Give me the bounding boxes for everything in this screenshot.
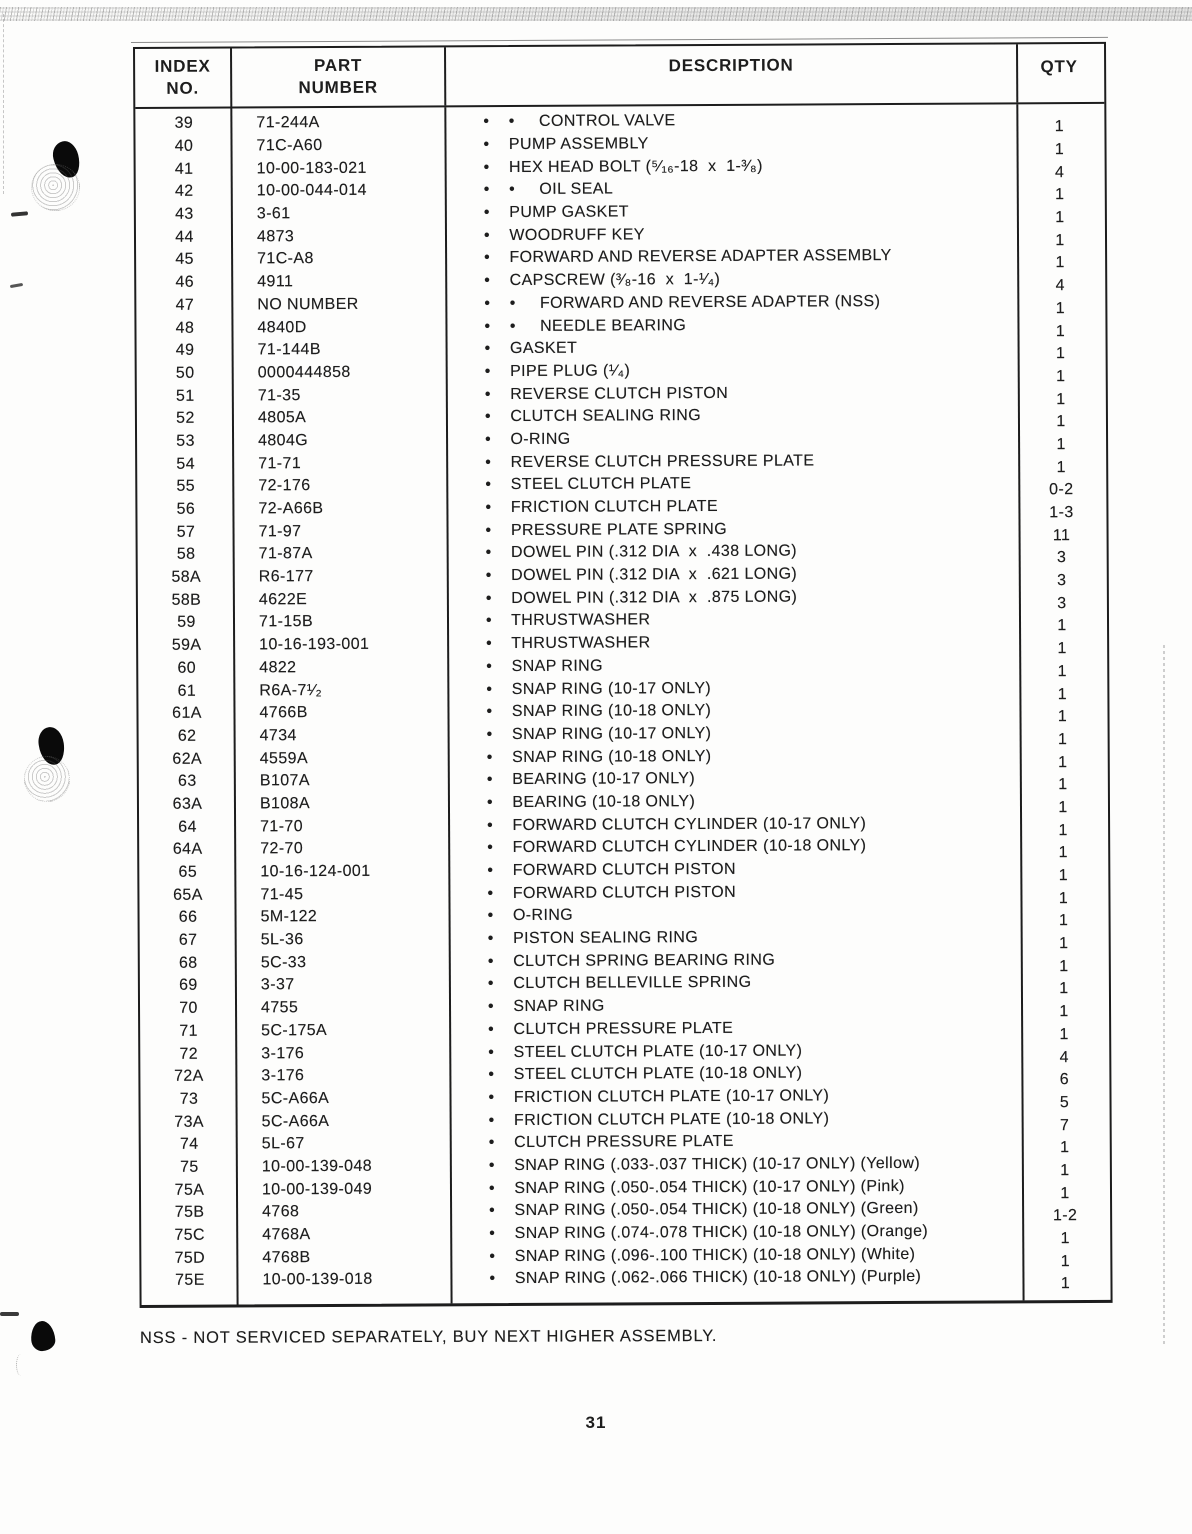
cell-qty: 1-3 bbox=[1049, 504, 1074, 522]
pen-dash-artifact bbox=[10, 283, 23, 288]
cell-part: 71-35 bbox=[257, 386, 301, 404]
smudge-halo-artifact bbox=[24, 756, 70, 802]
cell-desc: • SNAP RING (10-18 ONLY) bbox=[486, 747, 712, 766]
cell-qty: 0-2 bbox=[1049, 481, 1074, 499]
cell-desc: • WOODRUFF KEY bbox=[483, 226, 645, 244]
cell-qty: 1 bbox=[1059, 957, 1069, 975]
cell-index: 64 bbox=[178, 818, 197, 836]
cell-part: R6A-7¹⁄₂ bbox=[259, 681, 323, 699]
cell-qty: 1-2 bbox=[1052, 1207, 1078, 1225]
cell-desc: • SNAP RING (.033-.037 THICK) (10-17 ONLY) (Yellow) bbox=[488, 1154, 921, 1175]
cell-desc: • DOWEL PIN (.312 DIA x .875 LONG) bbox=[485, 588, 798, 607]
cell-part: 4622E bbox=[258, 590, 308, 609]
cell-part: 3-61 bbox=[256, 205, 291, 223]
cell-part: 4840D bbox=[257, 318, 307, 336]
cell-index: 63A bbox=[172, 795, 203, 813]
cell-desc: • O-RING bbox=[487, 907, 574, 925]
cell-qty: 1 bbox=[1055, 231, 1065, 249]
header-part-line1: PART bbox=[313, 55, 363, 76]
cell-part: 10-16-124-001 bbox=[260, 862, 371, 881]
cell-desc: • HEX HEAD BOLT (⁵⁄₁₆-18 x 1-³⁄₈) bbox=[483, 157, 763, 176]
cell-desc: • FORWARD CLUTCH PISTON bbox=[487, 883, 737, 902]
cell-qty: 1 bbox=[1056, 413, 1066, 431]
cell-desc: • THRUSTWASHER bbox=[486, 634, 651, 653]
cell-index: 51 bbox=[175, 387, 195, 405]
cell-desc: • FORWARD CLUTCH CYLINDER (10-18 ONLY) bbox=[487, 837, 867, 857]
cell-index: 62A bbox=[172, 750, 203, 768]
header-part-number bbox=[232, 47, 446, 106]
cell-qty: 1 bbox=[1058, 799, 1068, 817]
ink-smudge-artifact bbox=[30, 1320, 56, 1352]
cell-desc: • CLUTCH PRESSURE PLATE bbox=[488, 1133, 734, 1152]
cell-desc: • SNAP RING bbox=[486, 657, 604, 676]
cell-qty: 4 bbox=[1059, 1048, 1070, 1066]
cell-index: 54 bbox=[176, 455, 196, 473]
cell-part: 5C-A66A bbox=[261, 1089, 330, 1108]
cell-part: 4873 bbox=[256, 227, 295, 246]
cell-index: 59 bbox=[177, 614, 196, 632]
cell-desc: • SNAP RING (.050-.054 THICK) (10-18 ONLY) (Green) bbox=[489, 1200, 919, 1220]
cell-qty: 4 bbox=[1055, 277, 1065, 295]
cell-part: 4766B bbox=[259, 704, 308, 722]
cell-part: 71C-A8 bbox=[257, 250, 314, 268]
cell-part: 5M-122 bbox=[260, 908, 318, 926]
cell-part: 71-15B bbox=[258, 613, 314, 631]
cell-part: 71-144B bbox=[257, 341, 321, 359]
header-description-label: DESCRIPTION bbox=[668, 55, 794, 76]
cell-desc: • SNAP RING (.050-.054 THICK) (10-17 ONLY) (Pink) bbox=[488, 1177, 905, 1197]
cell-qty: 3 bbox=[1057, 572, 1067, 590]
cell-index: 75 bbox=[180, 1158, 199, 1176]
cell-part: 5C-A66A bbox=[261, 1112, 330, 1130]
header-index-line1: INDEX bbox=[154, 56, 211, 76]
cell-qty: 1 bbox=[1055, 299, 1066, 318]
cell-desc: • REVERSE CLUTCH PRESSURE PLATE bbox=[485, 452, 815, 471]
cell-desc: • FRICTION CLUTCH PLATE (10-17 ONLY) bbox=[488, 1087, 830, 1107]
cell-desc: • CLUTCH SPRING BEARING RING bbox=[487, 951, 776, 970]
cell-qty: 1 bbox=[1060, 1184, 1070, 1202]
cell-desc: • O-RING bbox=[485, 430, 571, 449]
cell-desc: • • FORWARD AND REVERSE ADAPTER (NSS) bbox=[484, 292, 881, 313]
cell-qty: 1 bbox=[1058, 867, 1069, 885]
header-description bbox=[446, 44, 1018, 105]
cell-index: 64A bbox=[172, 840, 203, 859]
cell-desc: • FORWARD CLUTCH PISTON bbox=[487, 860, 736, 880]
cell-index: 60 bbox=[177, 659, 197, 677]
cell-index: 75B bbox=[174, 1203, 205, 1222]
cell-index: 74 bbox=[179, 1135, 199, 1154]
cell-part: 3-176 bbox=[261, 1067, 305, 1085]
cell-part: 71-71 bbox=[258, 454, 302, 473]
cell-index: 58A bbox=[171, 568, 202, 586]
cell-qty: 1 bbox=[1060, 1139, 1070, 1157]
cell-index: 69 bbox=[179, 977, 198, 995]
cell-desc: • • OIL SEAL bbox=[483, 180, 614, 199]
header-part-line2: NUMBER bbox=[298, 77, 378, 98]
cell-desc: • PUMP GASKET bbox=[483, 203, 629, 222]
cell-part: 4768B bbox=[262, 1248, 311, 1267]
cell-index: 41 bbox=[174, 160, 194, 178]
cell-part: B108A bbox=[259, 795, 311, 813]
cell-index: 75A bbox=[174, 1181, 205, 1199]
cell-index: 70 bbox=[179, 999, 198, 1017]
cell-part: 4822 bbox=[259, 658, 297, 677]
parts-table-body bbox=[135, 104, 1110, 1305]
cell-desc: • SNAP RING (10-17 ONLY) bbox=[486, 679, 712, 698]
cell-part: 4805A bbox=[257, 409, 307, 427]
cell-qty: 1 bbox=[1056, 390, 1066, 408]
cell-desc: • BEARING (10-18 ONLY) bbox=[486, 793, 696, 812]
cell-qty: 1 bbox=[1058, 844, 1068, 862]
cell-index: 65A bbox=[173, 886, 203, 904]
cell-index: 53 bbox=[176, 432, 195, 450]
cell-desc: • STEEL CLUTCH PLATE (10-17 ONLY) bbox=[488, 1042, 803, 1061]
cell-qty: 1 bbox=[1056, 458, 1066, 476]
cell-qty: 1 bbox=[1060, 1275, 1071, 1293]
cell-qty: 4 bbox=[1054, 163, 1065, 181]
scan-noise-band bbox=[0, 7, 1192, 21]
cell-index: 52 bbox=[176, 409, 195, 428]
cell-qty: 6 bbox=[1059, 1071, 1070, 1089]
cell-qty: 1 bbox=[1057, 731, 1068, 749]
cell-qty: 1 bbox=[1055, 345, 1066, 363]
cell-qty: 1 bbox=[1055, 186, 1065, 204]
cell-part: 10-00-139-048 bbox=[261, 1157, 373, 1176]
cell-index: 44 bbox=[175, 228, 194, 246]
cell-part: 5L-36 bbox=[260, 931, 304, 949]
cell-part: 71-244A bbox=[256, 114, 320, 132]
cell-part: 4804G bbox=[258, 432, 309, 450]
cell-part: 10-00-139-049 bbox=[261, 1180, 373, 1198]
cell-desc: • • NEEDLE BEARING bbox=[484, 316, 687, 335]
header-qty bbox=[1018, 44, 1100, 102]
cell-desc: • CAPSCREW (³⁄₈-16 x 1-¹⁄₄) bbox=[484, 271, 721, 290]
cell-desc: • DOWEL PIN (.312 DIA x .621 LONG) bbox=[485, 565, 798, 585]
cell-index: 71 bbox=[179, 1022, 198, 1040]
cell-desc: • FRICTION CLUTCH PLATE bbox=[485, 497, 719, 517]
cell-qty: 1 bbox=[1056, 368, 1066, 386]
cell-qty: 1 bbox=[1058, 776, 1068, 794]
cell-index: 49 bbox=[175, 341, 195, 359]
cell-desc: • STEEL CLUTCH PLATE bbox=[485, 475, 692, 494]
cell-qty: 1 bbox=[1059, 1025, 1069, 1044]
cell-index: 73 bbox=[179, 1090, 199, 1108]
cell-part: 71-45 bbox=[260, 885, 304, 904]
cell-desc: • FORWARD CLUTCH CYLINDER (10-17 ONLY) bbox=[487, 814, 867, 834]
cell-desc: • SNAP RING bbox=[487, 997, 605, 1016]
cell-index: 68 bbox=[178, 954, 198, 972]
cell-index: 62 bbox=[177, 727, 197, 745]
cell-desc: • REVERSE CLUTCH PISTON bbox=[484, 384, 729, 403]
cell-part: NO NUMBER bbox=[257, 295, 359, 314]
smudge-halo-artifact bbox=[31, 164, 80, 211]
cell-desc: • PISTON SEALING RING bbox=[487, 929, 699, 948]
cell-qty: 1 bbox=[1058, 821, 1068, 839]
pen-dash-artifact bbox=[0, 1312, 19, 1316]
cell-index: 66 bbox=[178, 909, 198, 927]
cell-qty: 1 bbox=[1057, 640, 1067, 658]
cell-index: 65 bbox=[178, 863, 198, 881]
cell-index: 72A bbox=[174, 1067, 204, 1086]
cell-qty: 7 bbox=[1059, 1116, 1070, 1134]
pen-dash-artifact bbox=[11, 211, 28, 216]
cell-index: 75D bbox=[174, 1249, 206, 1267]
cell-qty: 1 bbox=[1056, 436, 1066, 454]
cell-qty: 1 bbox=[1058, 889, 1069, 907]
footnote: NSS - NOT SERVICED SEPARATELY, BUY NEXT HIGHER ASSEMBLY. bbox=[139, 1326, 718, 1348]
cell-part: 10-00-044-014 bbox=[256, 182, 367, 200]
cell-qty: 11 bbox=[1052, 526, 1071, 544]
cell-desc: • SNAP RING (.074-.078 THICK) (10-18 ONLY) (Orange) bbox=[489, 1222, 929, 1243]
cell-part: 10-00-183-021 bbox=[256, 159, 367, 178]
cell-qty: 1 bbox=[1059, 935, 1069, 953]
cell-desc: • PIPE PLUG (¹⁄₄) bbox=[484, 362, 631, 381]
cell-desc: • SNAP RING (10-18 ONLY) bbox=[486, 702, 712, 721]
parts-table bbox=[133, 42, 1113, 1308]
faint-mark-artifact bbox=[16, 1354, 26, 1376]
cell-desc: • CLUTCH PRESSURE PLATE bbox=[488, 1019, 734, 1038]
cell-part: 0000444858 bbox=[257, 363, 351, 382]
cell-part: 4768 bbox=[262, 1203, 300, 1221]
cell-index: 55 bbox=[176, 478, 196, 496]
cell-desc: • SNAP RING (10-17 ONLY) bbox=[486, 724, 712, 744]
cell-part: 4734 bbox=[259, 727, 297, 745]
cell-index: 40 bbox=[174, 137, 194, 155]
header-index-no bbox=[135, 48, 232, 107]
cell-index: 48 bbox=[175, 319, 195, 337]
cell-qty: 1 bbox=[1060, 1162, 1070, 1180]
cell-qty: 3 bbox=[1057, 594, 1067, 612]
cell-part: 4755 bbox=[260, 999, 299, 1017]
cell-part: 72-A66B bbox=[258, 500, 324, 518]
cell-index: 43 bbox=[175, 205, 194, 223]
cell-desc: • BEARING (10-17 ONLY) bbox=[486, 770, 696, 789]
cell-part: 10-16-193-001 bbox=[259, 635, 370, 654]
cell-index: 59A bbox=[171, 636, 202, 654]
header-index-line2: NO. bbox=[166, 78, 200, 98]
cell-qty: 1 bbox=[1058, 912, 1069, 930]
cell-part: 10-00-139-018 bbox=[262, 1271, 373, 1289]
parts-table-header bbox=[135, 44, 1104, 109]
cell-desc: • FORWARD AND REVERSE ADAPTER ASSEMBLY bbox=[484, 247, 892, 267]
cell-qty: 1 bbox=[1059, 1003, 1069, 1021]
cell-part: 5L-67 bbox=[261, 1135, 305, 1153]
cell-qty: 1 bbox=[1057, 685, 1068, 703]
cell-part: B107A bbox=[259, 772, 310, 790]
cell-desc: • PRESSURE PLATE SPRING bbox=[485, 520, 728, 539]
cell-desc: • DOWEL PIN (.312 DIA x .438 LONG) bbox=[485, 542, 798, 562]
cell-index: 46 bbox=[175, 273, 195, 291]
cell-desc: • CLUTCH BELLEVILLE SPRING bbox=[487, 974, 752, 993]
cell-part: 5C-33 bbox=[260, 953, 307, 972]
cell-part: 4559A bbox=[259, 749, 309, 767]
cell-index: 61A bbox=[172, 704, 202, 723]
cell-index: 50 bbox=[175, 364, 195, 382]
page-number: 31 bbox=[585, 1413, 607, 1432]
cell-desc: • • CONTROL VALVE bbox=[483, 112, 676, 131]
cell-index: 45 bbox=[175, 251, 194, 269]
cell-index: 73A bbox=[174, 1113, 205, 1131]
cell-qty: 1 bbox=[1060, 1252, 1071, 1270]
cell-index: 47 bbox=[175, 296, 195, 314]
cell-qty: 1 bbox=[1055, 254, 1065, 272]
cell-index: 58 bbox=[176, 546, 196, 564]
cell-index: 72 bbox=[179, 1045, 199, 1063]
cell-desc: • CLUTCH SEALING RING bbox=[484, 407, 702, 426]
cell-part: 3-37 bbox=[260, 976, 295, 994]
cell-qty: 1 bbox=[1058, 753, 1068, 771]
cell-qty: 5 bbox=[1059, 1094, 1070, 1112]
cell-qty: 1 bbox=[1055, 209, 1065, 227]
cell-index: 63 bbox=[177, 772, 197, 791]
cell-index: 39 bbox=[174, 115, 194, 133]
cell-part: 71-87A bbox=[258, 545, 313, 563]
cell-part: 5C-175A bbox=[261, 1021, 328, 1040]
cell-index: 61 bbox=[177, 682, 197, 700]
cell-qty: 1 bbox=[1054, 141, 1065, 159]
cell-qty: 1 bbox=[1055, 322, 1066, 340]
cell-qty: 1 bbox=[1057, 662, 1067, 681]
cell-index: 58B bbox=[171, 591, 202, 609]
cell-part: 71C-A60 bbox=[256, 137, 323, 155]
cell-qty: 3 bbox=[1056, 549, 1067, 567]
cell-qty: 1 bbox=[1059, 980, 1069, 998]
header-qty-label: QTY bbox=[1040, 57, 1078, 77]
cell-index: 57 bbox=[176, 523, 196, 541]
cell-part: 4768A bbox=[262, 1226, 311, 1244]
cell-desc: • PUMP ASSEMBLY bbox=[483, 135, 649, 154]
cell-qty: 1 bbox=[1057, 708, 1068, 726]
cell-part: R6-177 bbox=[258, 568, 314, 586]
cell-desc: • FRICTION CLUTCH PLATE (10-18 ONLY) bbox=[488, 1109, 830, 1129]
cell-desc: • STEEL CLUTCH PLATE (10-18 ONLY) bbox=[488, 1064, 803, 1084]
cell-qty: 1 bbox=[1057, 617, 1067, 635]
cell-desc: • SNAP RING (.062-.066 THICK) (10-18 ONLY) (Purple) bbox=[489, 1268, 922, 1288]
cell-desc: • GASKET bbox=[484, 339, 578, 358]
cell-desc: • THRUSTWASHER bbox=[485, 611, 651, 630]
cell-part: 71-70 bbox=[260, 817, 304, 836]
cell-part: 71-97 bbox=[258, 522, 302, 541]
cell-desc: • SNAP RING (.096-.100 THICK) (10-18 ONLY) (White) bbox=[489, 1245, 916, 1265]
cell-part: 72-70 bbox=[260, 840, 304, 858]
cell-index: 67 bbox=[178, 931, 198, 949]
cell-part: 3-176 bbox=[261, 1044, 305, 1062]
cell-part: 4911 bbox=[257, 273, 294, 291]
table-row bbox=[141, 1265, 1110, 1293]
cell-index: 42 bbox=[174, 183, 194, 201]
scan-streak-artifact bbox=[1163, 645, 1165, 1345]
cell-qty: 1 bbox=[1054, 118, 1065, 136]
cell-index: 75E bbox=[175, 1272, 205, 1290]
scan-edge-dots bbox=[3, 14, 4, 194]
cell-part: 72-176 bbox=[258, 477, 311, 495]
cell-index: 56 bbox=[176, 500, 196, 518]
cell-index: 75C bbox=[174, 1226, 206, 1244]
cell-qty: 1 bbox=[1060, 1230, 1070, 1248]
